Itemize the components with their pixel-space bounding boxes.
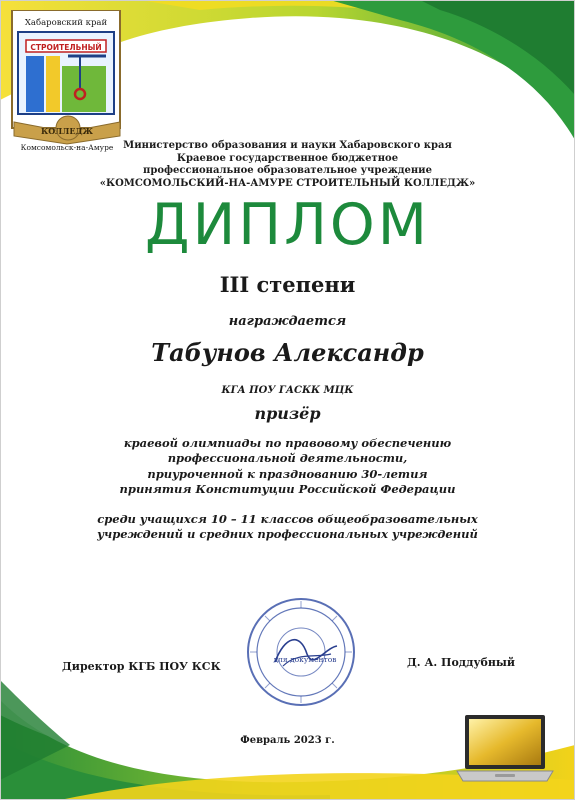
laptop-icon xyxy=(455,713,555,785)
audience-line: среди учащихся 10 – 11 классов общеобразовательных xyxy=(97,512,478,526)
college-logo xyxy=(8,10,126,152)
olympiad-line: краевой олимпиады по правовому обеспечению xyxy=(123,436,452,450)
recipient-organization: КГА ПОУ ГАСКК МЦК xyxy=(221,385,354,396)
award-rank: призёр xyxy=(254,404,321,423)
seal-text: для документов xyxy=(273,655,337,664)
ministry-header xyxy=(0,140,575,190)
olympiad-line: профессиональной деятельности, xyxy=(167,451,408,466)
logo-region-text: Хабаровский край xyxy=(24,18,108,28)
director-name: Д. А. Поддубный xyxy=(407,656,516,669)
diploma-degree: III степени xyxy=(219,272,356,297)
olympiad-description xyxy=(0,436,575,497)
director-title: Директор КГБ ПОУ КСК xyxy=(62,660,221,673)
header-line-1: Министерство образования и науки Хабаровского края xyxy=(123,140,452,151)
recipient-name: Табунов Александр xyxy=(151,338,424,367)
official-seal xyxy=(245,596,357,708)
issue-date: Февраль 2023 г. xyxy=(240,735,335,746)
header-line-2: Краевое государственное бюджетное xyxy=(176,152,399,164)
awarded-label: награждается xyxy=(228,314,347,329)
diploma-title: ДИПЛОМ xyxy=(145,192,430,258)
logo-ribbon-text: КОЛЛЕДЖ xyxy=(40,126,94,136)
audience-line: учреждений и средних профессиональных учреждений xyxy=(97,527,478,542)
olympiad-line: приуроченной к празднованию 30-летия xyxy=(147,466,428,481)
header-line-3: профессиональное образовательное учреждение xyxy=(143,165,432,176)
olympiad-line: принятия Конституции Российской Федерации xyxy=(119,481,456,496)
audience-description xyxy=(0,512,575,543)
header-line-4: «КОМСОМОЛЬСКИЙ-НА-АМУРЕ СТРОИТЕЛЬНЫЙ КОЛЛЕДЖ» xyxy=(99,177,476,189)
logo-banner-text: СТРОИТЕЛЬНЫЙ xyxy=(30,43,102,52)
logo-city-text: Комсомольск-на-Амуре xyxy=(20,143,114,152)
